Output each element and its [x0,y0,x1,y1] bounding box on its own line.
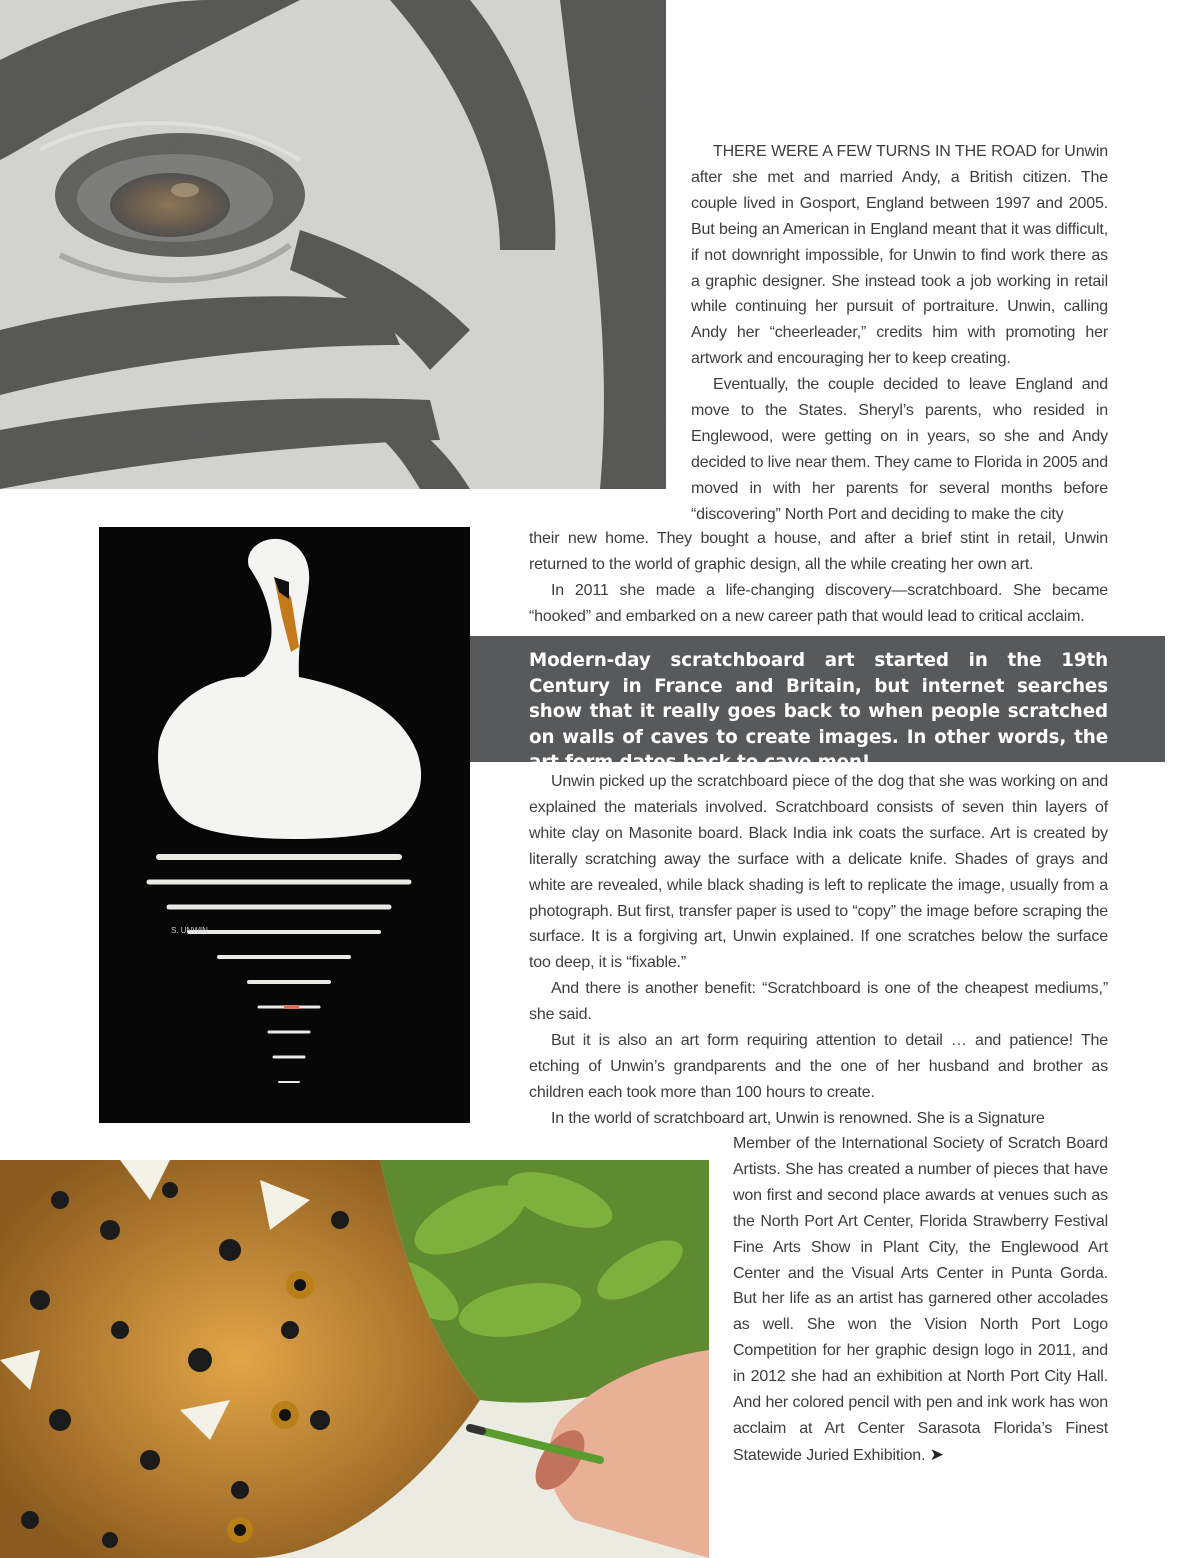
paragraph-new-home: their new home. They bought a house, and after a brief stint in retail, Unwin returned to the world of graphic design, all the while creating her own art. [529,530,1108,573]
paragraph-benefit: And there is another benefit: “Scratchboard is one of the cheapest mediums,” she said. [529,980,1108,1024]
article-column-middle [529,526,1108,630]
paragraph-renowned: In the world of scratchboard art, Unwin is renowned. She is a Signature [551,1109,1045,1127]
article-column-bottom [733,1131,1108,1469]
zebra-eye-artwork [0,0,666,489]
paragraph-move-to-states: Eventually, the couple decided to leave England and move to the States. Sheryl’s parents, who resided in Englewood, were getting on in years, so she and Andy decided to live near them. They came to Florida in 2005 and moved in with her parents for several months before “discovering” North Port and deciding to make the city [691,376,1108,523]
leopard-drawing-artwork [0,1160,709,1558]
swan-signature: S. UNWIN [171,926,208,935]
paragraph-turns-in-road: THERE WERE A FEW TURNS IN THE ROAD for Unwin after she met and married Andy, a British citizen. The couple lived in Gosport, England between 1997 and 2005. But being an American in England meant that it was difficult, if not downright impossible, for Unwin to find work there as a graphic designer. She instead took a job working in retail while continuing her pursuit of portraiture. Unwin, calling Andy her “cheerleader,” credits him with promoting her artwork and encouraging her to keep creating. [691,143,1108,368]
pull-quote-box [470,636,1165,774]
swan-scratchboard-artwork [99,527,470,1123]
paragraph-signature-member [733,1131,1108,1469]
article-column-lower [529,769,1108,1132]
article-column-top [691,139,1108,528]
paragraph-scratchboard-discovery: In 2011 she made a life-changing discovery—scratchboard. She became “hooked” and embarked on a new career path that would lead to critical acclaim. [529,581,1108,625]
continue-arrow-icon: ➤ [929,1444,944,1464]
paragraph-patience: But it is also an art form requiring attention to detail … and patience! The etching of Unwin’s grandparents and the one of her husband and brother as children each took more than 100 hours to create. [529,1032,1108,1101]
paragraph-materials: Unwin picked up the scratchboard piece of the dog that she was working on and explained the materials involved. Scratchboard consists of seven thin layers of white clay on Masonite board. Black India ink coats the surface. Art is created by literally scratching away the surface with a delicate knife. Shades of grays and white are revealed, while black shading is left to replicate the image, usually from a photograph. But first, transfer paper is used to “copy” the image before scraping the surface. It is a forgiving art, Unwin explained. If one scratches below the surface too deep, it is “fixable.” [529,773,1108,972]
pull-quote-text: Modern-day scratchboard art started in the 19th Century in France and Britain, but internet searches show that it really goes back to when people scratched on walls of caves to create images. In other words, the art form dates back to cave men! [529,650,1108,774]
paragraph-signature-member-text: Member of the International Society of Scratch Board Artists. She has created a number of pieces that have won first and second place awards at venues such as the North Port Art Center, Florida Strawberry Festival Fine Arts Show in Plant City, the Englewood Art Center and the Visual Arts Center in Punta Gorda. But her life as an artist has garnered other accolades as well. She won the Vision North Port Logo Competition for her graphic design logo in 2011, and in 2012 she had an exhibition at North Port City Hall. And her colored pencil with pen and ink work has won acclaim at Art Center Sarasota Florida’s Finest Statewide Juried Exhibition. [733,1135,1108,1464]
